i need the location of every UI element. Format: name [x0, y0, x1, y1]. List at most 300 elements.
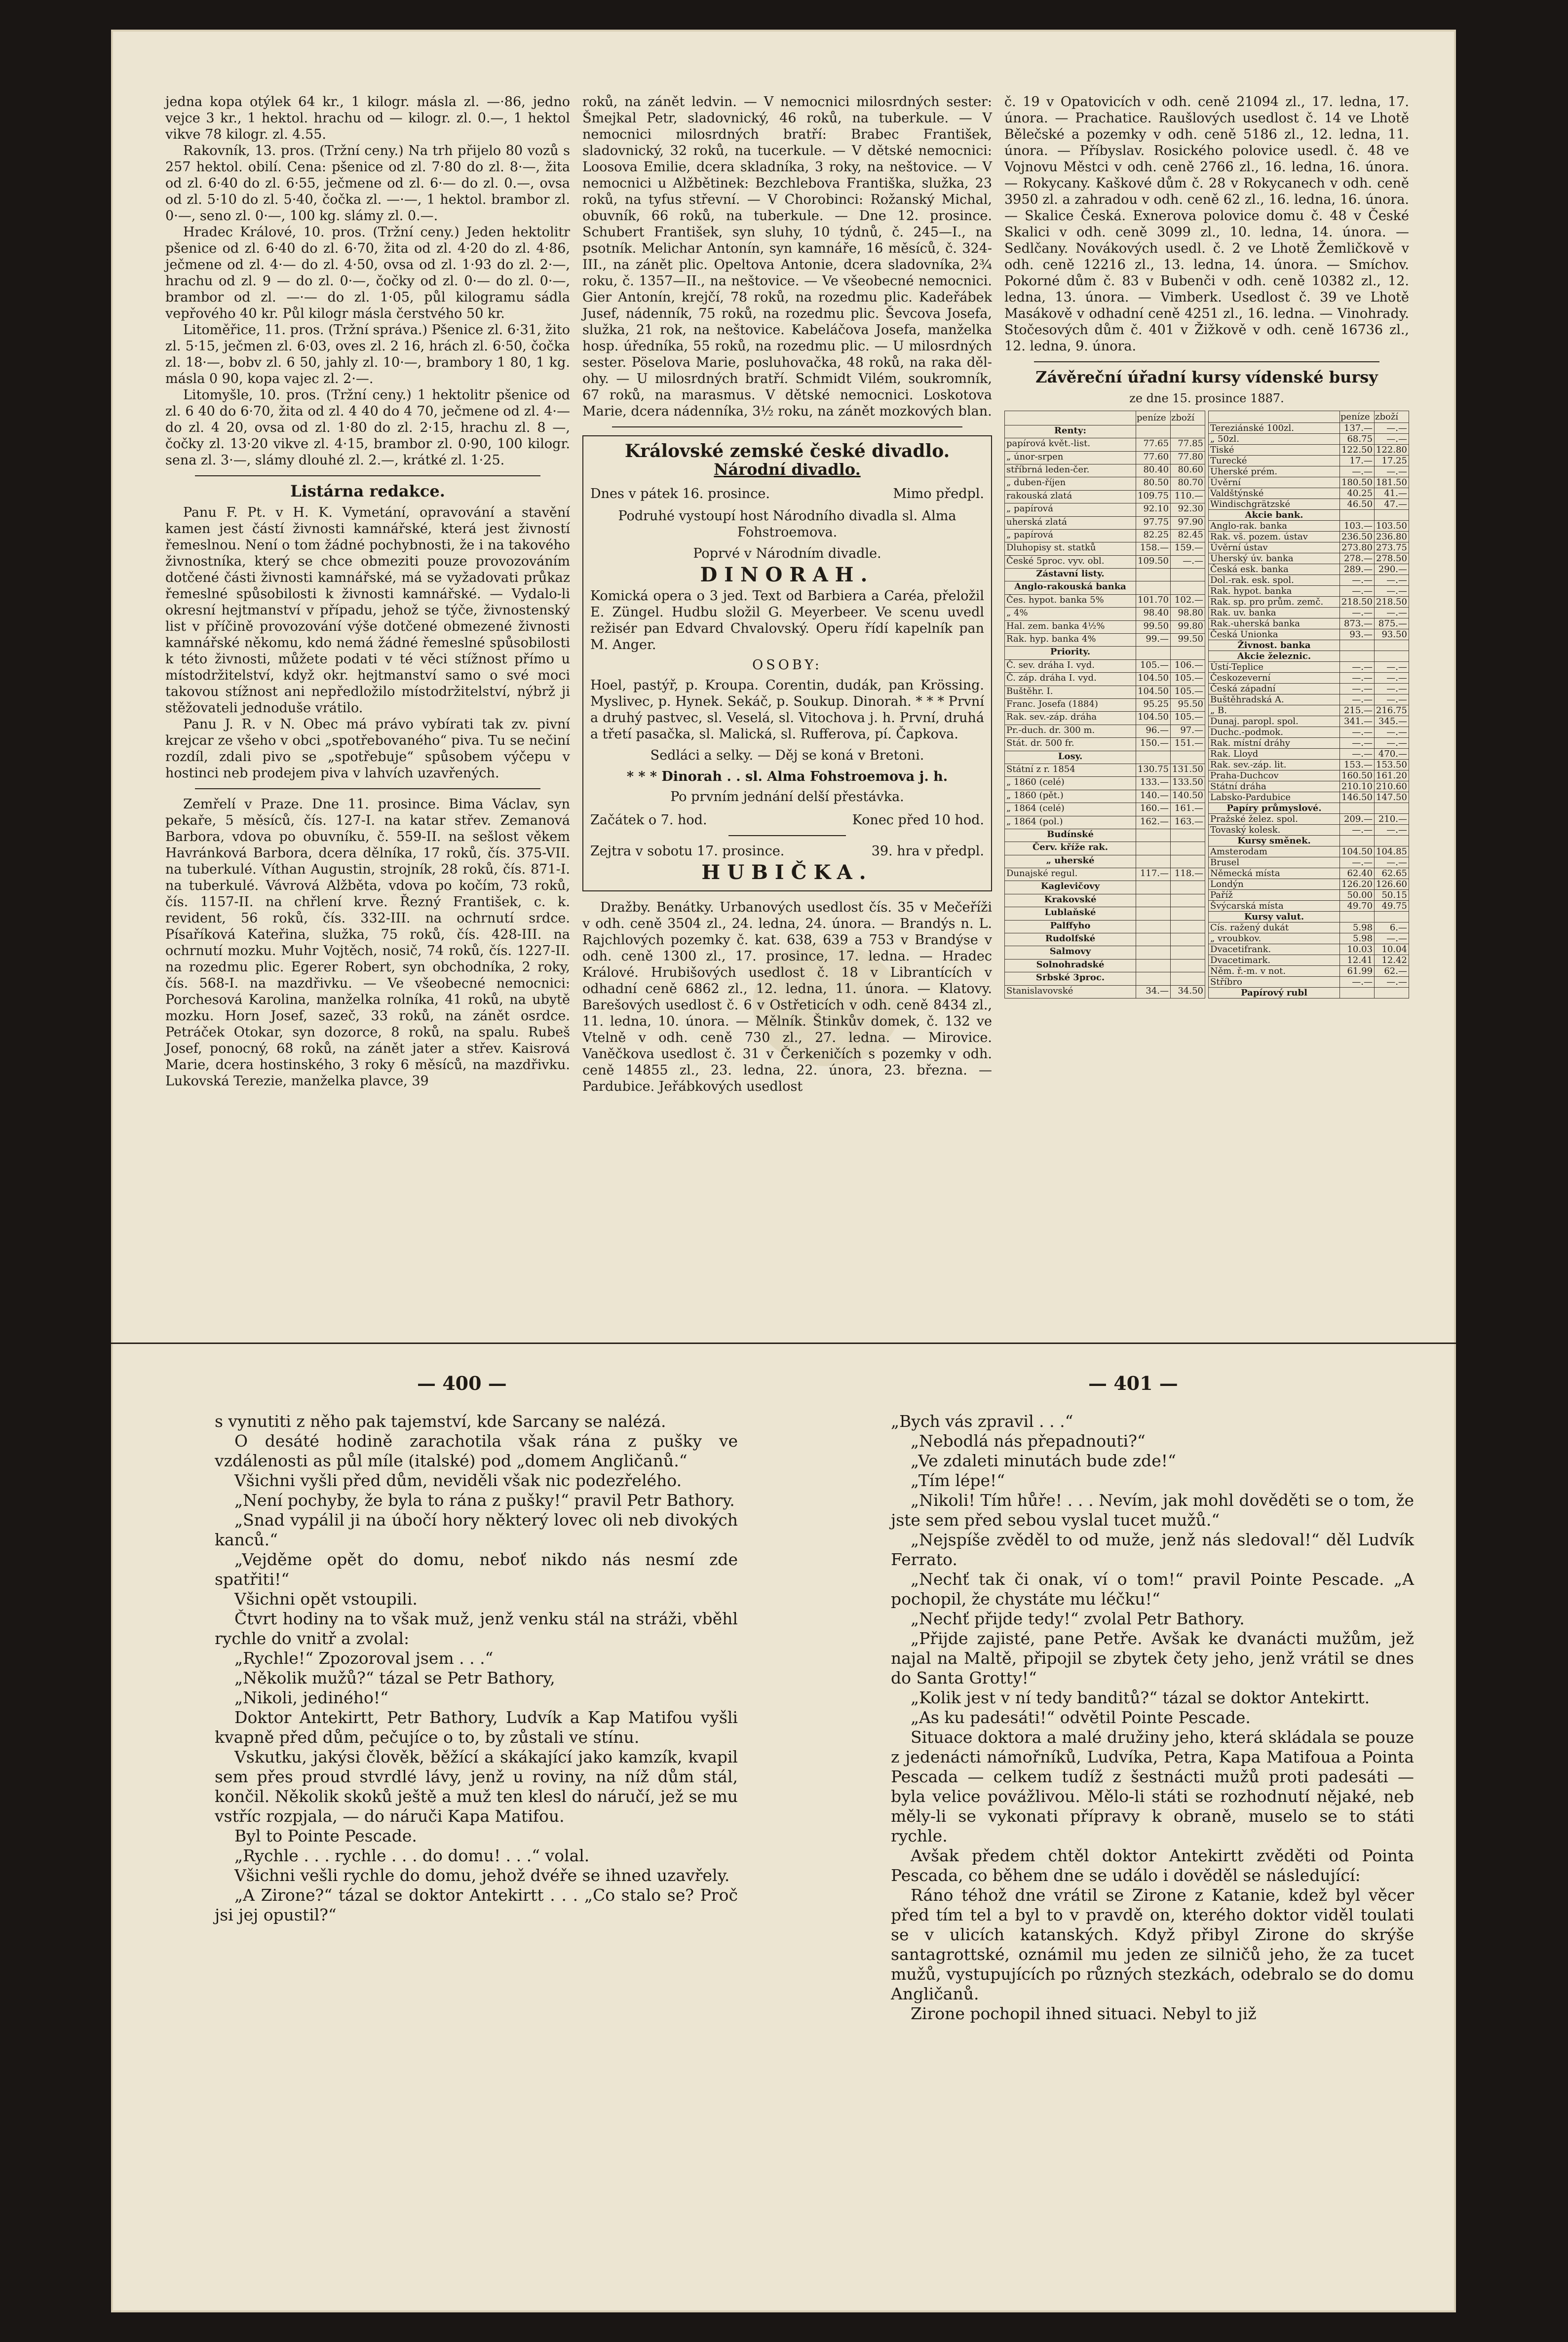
kurs-money: 104.50: [1136, 673, 1171, 686]
kurs-row: [1005, 569, 1205, 581]
divider: [612, 426, 962, 427]
kurs-row: [1209, 477, 1409, 488]
time-row: [590, 812, 984, 828]
kurs-row: [1005, 594, 1205, 607]
novel-paragraph: Ráno téhož dne vrátil se Zirone z Katanie, kdež byl věcer před tím tel a byl to v pravdě on, kterého doktor viděl toulati se v ulicích katanských. Když přibyl Zirone do skrýše santagrottské, oznámil mu jeden ze silničů jeho, že za tucet mužů, vystupujících po různých stezkách, odebralo se do domu Angličanů.: [891, 1885, 1414, 2003]
kurs-row: [1209, 564, 1409, 575]
kurs-goods: 181.50: [1375, 477, 1409, 488]
kurs-name: České 5proc. vyv. obl.: [1005, 555, 1136, 568]
kurs-name: Priority.: [1005, 647, 1136, 659]
kurs-name: Losy.: [1005, 751, 1136, 764]
kurs-row: [1005, 712, 1205, 725]
kurs-money: 103.—: [1340, 521, 1375, 532]
kurs-money: —.—: [1340, 857, 1375, 868]
kurs-goods: —.—: [1375, 608, 1409, 618]
kurs-row: [1005, 855, 1205, 868]
deaths-notice: Zemřelí v Praze. Dne 11. prosince. Bima Václav, syn pekaře, 5 měsíců, čís. 127-I. na katar střev. Zemanová Barbora, vdova po obuvníku, č. 559-II. na sešlost věkem Havránková Barbora, dcera dělníka, 17 roků, čís. 375-VII. na tuberkulé. Víthan Augustin, strojník, 28 roků, čís. 871-I. na tuberkulé. Vávrová Alžběta, vdova po kočím, 73 roků, čís. 1157-II. na chřlení krve. Řezný František, c. k. revident, 56 roků, čís. 332-III. na ochrnutí srdce. Písaříková Kateřina, služka, 75 roků, čís. 428-III. na ochrnutí mozku. Muhr Vojtěch, nosič, 74 roků, čís. 1227-II. na rozedmu plic. Egerer Robert, syn obchodníka, 2 roky, čís. 568-I. na mazdřivku. — Ve všeobecné nemocnici: Porchesová Karolina, manželka rolníka, 41 roků, na ubytě mozku. Horn Josef, sazeč, 33 roků, na zánět osrdce. Petráček Otokar, syn dozorce, 8 roků, na spalu. Rubeš Josef, ponocný, 68 roků, na zánět jater a střev. Kaisrová Marie, dcera hostinského, 3 roky 6 měsíců, na mazdřivku. Lukovská Terezie, manželka plavce, 39: [165, 797, 570, 1089]
theatre-announcement: [582, 435, 992, 891]
kurs-money: 273.80: [1340, 542, 1375, 553]
kurs-row: [1209, 792, 1409, 803]
kurs-goods: 105.—: [1171, 712, 1205, 725]
kurs-money: 105.—: [1136, 659, 1171, 672]
kurs-goods: 236.80: [1375, 532, 1409, 542]
kurs-goods: 6.—: [1375, 922, 1409, 933]
market-report: Litomyšle, 10. pros. (Tržní ceny.) 1 hektolitr pšenice od zl. 6 40 do 6·70, žita od zl. 4 40 do 4 70, ječmene od zl. 4·— do zl. 4 20, ovsa od zl. 1·80 do zl. 2·15, hrachu zl. 8 —, čočky zl. 13·20 vikve zl. 4·15, brambor zl. 0·90, 100 kilogr. sena zl. 3·—, slámy dlouhé zl. 2.—, krátké zl. 1·25.: [165, 387, 570, 468]
kurs-name: Česká západní: [1209, 684, 1340, 694]
kurs-money: [1340, 651, 1375, 662]
kurs-money: —.—: [1340, 749, 1375, 760]
kurs-goods: —.—: [1375, 738, 1409, 749]
kurs-goods: 147.50: [1375, 792, 1409, 803]
kurs-name: „ 4%: [1005, 608, 1136, 620]
kurs-row: [1209, 727, 1409, 738]
kurs-money: —.—: [1340, 466, 1375, 477]
kurs-money: 146.50: [1340, 792, 1375, 803]
kurs-row: [1209, 933, 1409, 944]
page-number-left: — 400 —: [417, 1372, 507, 1394]
dinorah-role: * * * Dinorah . . sl. Alma Fohstroemova j. h.: [626, 769, 948, 784]
kurs-goods: 105.—: [1171, 686, 1205, 698]
kurs-name: Paříž: [1209, 890, 1340, 901]
kurs-money: —.—: [1340, 608, 1375, 618]
kurs-row: [1209, 890, 1409, 901]
kurs-goods: [1171, 881, 1205, 894]
kurs-goods: —.—: [1375, 575, 1409, 586]
kurs-goods: 290.—: [1375, 564, 1409, 575]
kurs-row: [1005, 868, 1205, 881]
kurs-goods: 110.—: [1171, 490, 1205, 503]
kurs-title: Závěreční úřadní kursy vídenské bursy: [1035, 368, 1378, 386]
kurs-money: [1340, 510, 1375, 521]
newspaper-page: [111, 30, 1456, 2312]
kurs-row: [1005, 490, 1205, 503]
kurs-name: Dvacetimark.: [1209, 955, 1340, 966]
tomorrow-row: [590, 843, 984, 859]
kurs-goods: 99.50: [1171, 634, 1205, 647]
kurs-table-right: [1208, 411, 1409, 998]
novel-paragraph: „Přijde zajisté, pane Petře. Avšak ke dvanácti mužům, jež najal na Maltě, připojil se zbytek čety jeho, jenž vrátil se dnes do Santa Grotty!“: [891, 1629, 1414, 1688]
chorus-note: Sedláci a selky. — Děj se koná v Bretoni.: [650, 748, 924, 763]
kurs-money: [1136, 972, 1171, 985]
kurs-name: Dvacetifrank.: [1209, 944, 1340, 955]
kurs-money: 97.75: [1136, 516, 1171, 529]
kurs-goods: [1171, 855, 1205, 868]
novel-paragraph: „A Zirone?“ tázal se doktor Antekirtt . . . „Co stalo se? Proč jsi jej opustil?“: [215, 1885, 738, 1924]
kurs-goods: 104.85: [1375, 846, 1409, 857]
novel-paragraph: „Několik mužů?“ tázal se Petr Bathory,: [234, 1668, 555, 1688]
kurs-money: [1340, 912, 1375, 922]
kurs-name: „ únor-srpen: [1005, 451, 1136, 464]
kurs-goods: —.—: [1375, 673, 1409, 684]
kurs-goods: 77.85: [1171, 438, 1205, 451]
kurs-goods: 273.75: [1375, 542, 1409, 553]
kurs-row: [1209, 608, 1409, 618]
kurs-goods: [1375, 988, 1409, 998]
kurs-row: [1005, 634, 1205, 647]
novel-paragraph: „Nejspíše zvěděl to od muže, jenž nás sledoval!“ děl Ludvík Ferrato.: [891, 1530, 1414, 1569]
kurs-goods: [1171, 959, 1205, 972]
kurs-goods: 10.04: [1375, 944, 1409, 955]
kurs-name: Č. sev. dráha I. vyd.: [1005, 659, 1136, 672]
kurs-name: Valdštýnské: [1209, 488, 1340, 499]
kurs-goods: 151.—: [1171, 738, 1205, 751]
kurs-name: „ 50zl.: [1209, 434, 1340, 445]
kurs-goods: —.—: [1375, 466, 1409, 477]
kurs-money: 160.—: [1136, 803, 1171, 816]
kurs-goods: 34.50: [1171, 985, 1205, 998]
kurs-money: 153.—: [1340, 760, 1375, 770]
divider: [728, 835, 846, 836]
kurs-tables: [1004, 411, 1409, 998]
kurs-money: 122.50: [1340, 445, 1375, 456]
kurs-row: [1209, 575, 1409, 586]
kurs-name: Renty:: [1005, 425, 1136, 438]
kurs-money: [1136, 842, 1171, 855]
kurs-row: [1005, 816, 1205, 829]
kurs-name: Papírový rubl: [1209, 988, 1340, 998]
kurs-name: Červ. kříže rak.: [1005, 842, 1136, 855]
kurs-row: [1005, 725, 1205, 737]
kurs-goods: 875.—: [1375, 618, 1409, 629]
novel-paragraph: Vskutku, jakýsi člověk, běžící a skákající jako kamzík, kvapil sem přes proud stvrdlé lávy, jenž u roviny, na níž dům stál, končil. Několik skoků ještě a muž ten klesl do náručí, jež se mu vstříc rozpjala, — do náruči Kapa Matifou.: [215, 1747, 738, 1826]
kurs-goods: [1171, 581, 1205, 594]
kurs-goods: 278.50: [1375, 553, 1409, 564]
kurs-name: Salmovy: [1005, 946, 1136, 959]
novel-paragraph: „Rychle!“ Zpozoroval jsem . . .“: [234, 1649, 494, 1668]
kurs-goods: —.—: [1375, 434, 1409, 445]
kurs-money: 96.—: [1136, 725, 1171, 737]
page-separator: [111, 1343, 1456, 1344]
kurs-name: Papíry průmyslové.: [1209, 803, 1340, 814]
novel-paragraph: „As ku padesáti!“ odvětil Pointe Pescade.: [911, 1708, 1251, 1727]
kurs-goods: —.—: [1375, 694, 1409, 705]
kurs-row: [1209, 814, 1409, 825]
kurs-row: [1209, 955, 1409, 966]
kurs-goods: 98.80: [1171, 608, 1205, 620]
kurs-row: [1005, 451, 1205, 464]
kurs-name: Krakovské: [1005, 894, 1136, 907]
kurs-money: [1136, 907, 1171, 920]
novel-paragraph: „Tím lépe!“: [911, 1471, 1005, 1490]
kurs-goods: [1375, 651, 1409, 662]
kurs-money: 46.50: [1340, 499, 1375, 510]
kurs-goods: 105.—: [1171, 673, 1205, 686]
kurs-name: Pr.-duch. dr. 300 m.: [1005, 725, 1136, 737]
kurs-row: [1005, 881, 1205, 894]
kurs-row: [1209, 521, 1409, 532]
novel-paragraph: „Nechť tak či onak, ví o tom!“ pravil Pointe Pescade. „A pochopil, že chystáte mu léčku!“: [891, 1570, 1414, 1609]
col-header: peníze: [1136, 411, 1171, 425]
kurs-goods: 50.15: [1375, 890, 1409, 901]
kurs-row: [1005, 777, 1205, 790]
kurs-goods: 218.50: [1375, 597, 1409, 608]
kurs-name: Tovaský kolesk.: [1209, 825, 1340, 836]
kurs-money: 209.—: [1340, 814, 1375, 825]
kurs-goods: 17.25: [1375, 456, 1409, 466]
kurs-money: —.—: [1340, 586, 1375, 597]
kurs-name: Akcie bank.: [1209, 510, 1340, 521]
kurs-money: 104.50: [1136, 712, 1171, 725]
novel-paragraph: „Nikoli, jediného!“: [234, 1688, 388, 1707]
kurs-row: [1005, 542, 1205, 555]
kurs-name: „ 1864 (pol.): [1005, 816, 1136, 829]
kurs-money: [1136, 855, 1171, 868]
kurs-money: 99.—: [1136, 634, 1171, 647]
kurs-money: [1136, 425, 1171, 438]
kurs-name: Hal. zem. banka 4½%: [1005, 620, 1136, 633]
kurs-name: Rak. uv. banka: [1209, 608, 1340, 618]
kurs-name: Státní dráha: [1209, 781, 1340, 792]
kurs-row: [1209, 781, 1409, 792]
kurs-name: rakouská zlatá: [1005, 490, 1136, 503]
kurs-row: [1005, 673, 1205, 686]
kurs-money: 133.—: [1136, 777, 1171, 790]
kurs-money: 61.99: [1340, 966, 1375, 977]
novel-left-column: [215, 1412, 738, 1925]
kurs-name: papírová květ.-list.: [1005, 438, 1136, 451]
kurs-row: [1005, 907, 1205, 920]
kurs-row: [1005, 738, 1205, 751]
kurs-name: Ústí-Teplice: [1209, 662, 1340, 673]
kurs-name: Zástavní listy.: [1005, 569, 1136, 581]
novel-paragraph: „Ve zdaleti minutách bude zde!“: [911, 1451, 1176, 1470]
kurs-name: „ 1860 (pět.): [1005, 790, 1136, 803]
kurs-name: Rak. Lloyd: [1209, 749, 1340, 760]
kurs-row: [1209, 684, 1409, 694]
kurs-name: Rak. hyp. banka 4%: [1005, 634, 1136, 647]
kurs-name: Něm. ř.-m. v not.: [1209, 966, 1340, 977]
kurs-row: [1209, 510, 1409, 521]
kurs-name: Brusel: [1209, 857, 1340, 868]
kurs-name: Stříbro: [1209, 977, 1340, 988]
market-report: Litoměřice, 11. pros. (Tržní správa.) Pšenice zl. 6·31, žito zl. 5·15, ječmen zl. 6·03, oves zl. 2 16, hrách zl. 6·50, čočka zl. 18·—, bobv zl. 6 50, jahly zl. 10·—, brambory 1 80, 1 kg. másla 0 90, kopa vajec zl. 2·—.: [165, 322, 570, 386]
kurs-name: uherská zlatá: [1005, 516, 1136, 529]
kurs-row: [1209, 466, 1409, 477]
listarna-item: Panu F. Pt. v H. K. Vymetání, opravování a stavění kamen jest částí živnosti kamnářské, která jest živností řemeslnou. Není o tom žádné pochybnosti, že i na takového živnostníka, který se chce obmeziti pouze provozováním dotčené části živnosti kamnářské, má se vyžadovati průkaz řemeslné spůsobilosti k živnosti kamnářské. — Vydalo-li okresní hejtmanství v případu, jehož se týče, živnostenský list v příčině provozování výše dotčené obmezené živnosti kamnářské někomu, kdo nemá žádné řemeslné spůsobilosti k této živnosti, můžete podati v té věci stížnost přímo u místodržitelství, když okr. hejtmanství samo o své moci takovou stížnost ani nepředložilo místodržitelství, nýbrž ji stěžovateli jednoduše vrátilo.: [165, 505, 570, 716]
kurs-name: Labsko-Pardubice: [1209, 792, 1340, 803]
auctions-continued: č. 19 v Opatovicích v odh. ceně 21094 zl., 17. ledna, 17. února. — Prachatice. Raušlových usedlost č. 14 ve Lhotě Bělečské a pozemky v odh. ceně 5186 zl., 12. ledna, 11. února. — Příbyslav. Rosického polovice usedl. č. 48 ve Vojnovu Městci v odh. ceně 2766 zl., 16. ledna, 16. února. — Rokycany. Kaškové dům č. 28 v Rokycanech v odh. ceně 3950 zl. a zahradou v odh. ceně 62 zl., 16. ledna, 16. února. — Skalice Česká. Exnerova polovice domu č. 48 v České Skalici v odh. ceně 3099 zl., 10. ledna, 14. února. — Sedlčany. Novákových usedl. č. 2 ve Lhotě Žemličkově v odh. ceně 12216 zl., 13. ledna, 14. února. — Smíchov. Pokorné dům č. 83 v Bubenči v odh. ceně 10382 zl., 12. ledna, 13. února. — Vimberk. Usedlost č. 39 ve Lhotě Masákově v odhadní ceně 4251 zl., 16. ledna. — Vinohrady. Stočesových dům č. 401 v Žižkově v odh. ceně 16736 zl., 12. ledna, 9. února.: [1004, 94, 1409, 354]
kurs-money: [1136, 894, 1171, 907]
kurs-name: Buštěhradská A.: [1209, 694, 1340, 705]
pause-note: Po prvním jednání delší přestávka.: [670, 789, 904, 805]
kurs-name: Duchc.-podmok.: [1209, 727, 1340, 738]
kurs-money: 158.—: [1136, 542, 1171, 555]
end-time: Konec před 10 hod.: [852, 812, 984, 828]
kurs-money: —.—: [1340, 727, 1375, 738]
kurs-date: ze dne 15. prosince 1887.: [1129, 391, 1284, 405]
kurs-name: Stanislavovské: [1005, 985, 1136, 998]
novel-right-column: [891, 1412, 1414, 2024]
novel-paragraph: Byl to Pointe Pescade.: [234, 1826, 417, 1845]
kurs-row: [1209, 423, 1409, 434]
theatre-title: Královské zemské české divadlo.: [624, 441, 950, 461]
kurs-goods: [1171, 425, 1205, 438]
kurs-money: [1136, 959, 1171, 972]
kurs-goods: 126.60: [1375, 879, 1409, 890]
kurs-name: Dol.-rak. esk. spol.: [1209, 575, 1340, 586]
kurs-money: 210.10: [1340, 781, 1375, 792]
kurs-goods: —.—: [1171, 555, 1205, 568]
kurs-name: „ 1860 (celé): [1005, 777, 1136, 790]
kurs-row: [1209, 716, 1409, 727]
kurs-goods: 140.50: [1171, 790, 1205, 803]
novel-paragraph: Všichni vyšli před dům, neviděli však nic podezřelého.: [234, 1471, 682, 1490]
kurs-goods: 470.—: [1375, 749, 1409, 760]
kurs-name: Windischgrätzské: [1209, 499, 1340, 510]
kurs-goods: [1375, 640, 1409, 651]
kurs-row: [1005, 529, 1205, 542]
kurs-goods: [1375, 510, 1409, 521]
kurs-row: [1005, 972, 1205, 985]
kurs-row: [1209, 434, 1409, 445]
kurs-row: [1209, 488, 1409, 499]
novel-paragraph: „Není pochyby, že byla to rána z pušky!“ pravil Petr Bathory.: [234, 1491, 735, 1510]
kurs-row: [1209, 836, 1409, 846]
novel-paragraph: „Nechť přijde tedy!“ zvolal Petr Bathory.: [911, 1609, 1245, 1628]
kurs-money: 49.70: [1340, 901, 1375, 912]
divider: [195, 475, 540, 476]
kurs-money: 341.—: [1340, 716, 1375, 727]
kurs-name: Dluhopisy st. statků: [1005, 542, 1136, 555]
kurs-name: Turecké: [1209, 456, 1340, 466]
kurs-money: 93.—: [1340, 629, 1375, 640]
kurs-money: 68.75: [1340, 434, 1375, 445]
kurs-row: [1209, 694, 1409, 705]
kurs-row: [1209, 868, 1409, 879]
kurs-money: 50.00: [1340, 890, 1375, 901]
kurs-row: [1005, 985, 1205, 998]
kurs-money: —.—: [1340, 662, 1375, 673]
kurs-row: [1005, 764, 1205, 776]
kurs-money: 130.75: [1136, 764, 1171, 776]
novel-paragraph: Všichni vešli rychle do domu, jehož dvéře se ihned uzavřely.: [234, 1866, 730, 1885]
kurs-goods: 131.50: [1171, 764, 1205, 776]
kurs-row: [1005, 516, 1205, 529]
kurs-name: Rudolfské: [1005, 933, 1136, 946]
kurs-money: —.—: [1340, 694, 1375, 705]
kurs-name: Úvěrní: [1209, 477, 1340, 488]
kurs-money: 104.50: [1340, 846, 1375, 857]
kurs-row: [1005, 464, 1205, 477]
kurs-row: [1005, 842, 1205, 855]
novel-paragraph: „Bych vás zpravil . . .“: [891, 1412, 1073, 1431]
kurs-name: Cís. ražený dukát: [1209, 922, 1340, 933]
kurs-row: [1209, 532, 1409, 542]
auctions: Dražby. Benátky. Urbanových usedlost čís. 35 v Mečeříži v odh. ceně 3504 zl., 24. ledna, 24. února. — Brandýs n. L. Rajchlových pozemky č. kat. 638, 639 a 753 v Brandýse v odh. ceně 1300 zl., 17. prosince, 17. ledna. — Hradec Králové. Hrubišových usedlost č. 18 v Librantících v odhadní ceně 6862 zl., 12. ledna, 11. února. — Klatovy. Barešových usedlost č. 6 v Ostřeticích v odh. ceně 8434 zl., 11. ledna, 10. února. — Mělník. Štinkův domek, č. 132 ve Vtelně v odh. ceně 730 zl., 27. ledna. — Mirovice. Vaněčkova usedlost č. 31 v Čerkeničích s pozemky v odh. ceně 14855 zl., 23. ledna, 22. února, 23. března. — Pardubice. Jeřábkových usedlost: [582, 900, 992, 1094]
deaths-continued: roků, na zánět ledvin. — V nemocnici milosrdných sester: Šmejkal Petr, sladovnický, 46 roků, na tuberkule. — V nemocnici milosrdných bratří: Brabec František, sladovnický, 32 roků, na tucerkule. — V dětské nemocnici: Loosova Emilie, dcera skladníka, 3 roky, na neštovice. — V nemocnici u Alžbětinek: Bezchlebova Františka, služka, 23 roků, na tyfus střevní. — V Chorobinci: Rožanský Michal, obuvník, 66 roků, na tuberkule. — Dne 12. prosince. Schubert František, syn sluhy, 10 týdnů, č. 245—I., na psotník. Melichar Antonín, syn kamnáře, 16 měsíců, č. 324-III., na zánět plic. Opeltova Antonie, dcera sladovníka, 2¾ roku, č. 1357—II., na neštovice. — Ve všeobecné nemocnici. Gier Antonín, krejčí, 78 roků, na rozedmu plic. Kadeřábek Jusef, nádenník, 75 roků, na rozedmu plic. Ševcova Josefa, služka, 21 rok, na neštovice. Kabeláčova Josefa, manželka hosp. úředníka, 55 roků, na rozedmu plic. — U milosrdných sester. Pöselova Marie, posluhovačka, 48 roků, na raka dělohy. — U milosrdných bratří. Schmidt Vilém, soukromník, 67 roků, na marasmus. V dětské nemocnici. Loskotova Marie, dcera nádenníka, 3½ roku, na zánět mozkových blan.: [582, 94, 992, 419]
kurs-money: 80.50: [1136, 477, 1171, 490]
kurs-goods: 77.80: [1171, 451, 1205, 464]
kurs-name: Státní z r. 1854: [1005, 764, 1136, 776]
kurs-money: 180.50: [1340, 477, 1375, 488]
kurs-goods: 153.50: [1375, 760, 1409, 770]
kurs-row: [1005, 477, 1205, 490]
kurs-row: [1209, 857, 1409, 868]
kurs-goods: 95.50: [1171, 698, 1205, 711]
kurs-goods: 216.75: [1375, 705, 1409, 716]
kurs-name: Budínské: [1005, 829, 1136, 842]
kurs-row: [1209, 803, 1409, 814]
kurs-money: 137.—: [1340, 423, 1375, 434]
novel-paragraph: Avšak předem chtěl doktor Antekirtt zvěděti od Pointa Pescada, co během dne se událo i dověděl se následující:: [891, 1846, 1414, 1885]
kurs-goods: 159.—: [1171, 542, 1205, 555]
kurs-money: 150.—: [1136, 738, 1171, 751]
kurs-name: Kaglevičovy: [1005, 881, 1136, 894]
divider: [1034, 361, 1379, 362]
kurs-goods: —.—: [1375, 586, 1409, 597]
tomorrow-title: HUBIČKA.: [701, 861, 873, 884]
kurs-money: —.—: [1340, 684, 1375, 694]
kurs-money: 62.40: [1340, 868, 1375, 879]
kurs-goods: [1171, 647, 1205, 659]
kurs-money: [1136, 647, 1171, 659]
kurs-name: Čes. hypot. banka 5%: [1005, 594, 1136, 607]
kurs-row: [1209, 760, 1409, 770]
kurs-money: —.—: [1340, 825, 1375, 836]
kurs-goods: [1375, 836, 1409, 846]
kurs-name: „ duben-říjen: [1005, 477, 1136, 490]
kurs-money: 82.25: [1136, 529, 1171, 542]
kurs-name: Rak. sp. pro prům. zemč.: [1209, 597, 1340, 608]
kurs-name: Uherský úv. banka: [1209, 553, 1340, 564]
kurs-name: Londýn: [1209, 879, 1340, 890]
kurs-money: [1136, 920, 1171, 933]
kurs-goods: 92.30: [1171, 503, 1205, 516]
kurs-row: [1005, 829, 1205, 842]
kurs-row: [1005, 894, 1205, 907]
kurs-goods: 80.70: [1171, 477, 1205, 490]
kurs-money: 77.60: [1136, 451, 1171, 464]
theatre-date-row: [590, 486, 984, 502]
kurs-row: [1209, 988, 1409, 998]
kurs-goods: 80.60: [1171, 464, 1205, 477]
kurs-name: Anglo-rakouská banka: [1005, 581, 1136, 594]
kurs-goods: [1171, 933, 1205, 946]
kurs-name: „ uherské: [1005, 855, 1136, 868]
kurs-money: 160.50: [1340, 770, 1375, 781]
opera-description: Komická opera o 3 jed. Text od Barbiera a Caréa, přeložil E. Züngel. Hudbu složil G. Meyerbeer. Ve scenu uvedl režisér pan Edvard Chvalovský. Operu řídí kapelník pan M. Anger.: [590, 588, 984, 653]
kurs-name: stříbrná leden-čer.: [1005, 464, 1136, 477]
novel-paragraph: Doktor Antekirtt, Petr Bathory, Ludvík a Kap Matifou vyšli kvapně před dům, pečujíce o to, by zůstali ve stínu.: [215, 1708, 738, 1747]
kurs-row: [1005, 686, 1205, 698]
kurs-row: [1209, 879, 1409, 890]
kurs-name: Rak. místní dráhy: [1209, 738, 1340, 749]
kurs-goods: —.—: [1375, 857, 1409, 868]
kurs-money: 109.50: [1136, 555, 1171, 568]
kurs-goods: 102.—: [1171, 594, 1205, 607]
kurs-name: Č. záp. dráha I. vyd.: [1005, 673, 1136, 686]
kurs-goods: 103.50: [1375, 521, 1409, 532]
theatre-first: Poprvé v Národním divadle.: [693, 546, 881, 561]
kurs-name: Akcie železnic.: [1209, 651, 1340, 662]
listarna-item: Panu J. R. v N. Obec má právo vybírati tak zv. pivní krejcar ze všeho v obci „spotřebovaného“ piva. Tu se nečiní rozdíl, zdali pivo se „spotřebuje“ spůsobem výčepu v hostinci neb prodejem piva v lahvích uzavřených.: [165, 717, 570, 781]
kurs-money: 236.50: [1340, 532, 1375, 542]
kurs-goods: 47.—: [1375, 499, 1409, 510]
kurs-goods: —.—: [1375, 423, 1409, 434]
novel-paragraph: Situace doktora a malé družiny jeho, která skládala se pouze z jedenácti námořníků, Ludvíka, Petra, Kapa Matifoua a Pointa Pescada — celkem tudíž z šestnácti mužů proti padesáti — byla velice povážlivou. Mělo-li státi se rozhodnutí nějaké, neb měly-li se vykonati přípravy k obraně, muselo se to státi rychle.: [891, 1728, 1414, 1845]
kurs-name: Švýcarská místa: [1209, 901, 1340, 912]
kurs-money: [1136, 946, 1171, 959]
novel-paragraph: „Vejděme opět do domu, neboť nikdo nás nesmí zde spatřiti!“: [215, 1550, 738, 1589]
kurs-goods: 163.—: [1171, 816, 1205, 829]
kurs-goods: —.—: [1375, 727, 1409, 738]
kurs-money: 99.50: [1136, 620, 1171, 633]
kurs-row: [1209, 597, 1409, 608]
kurs-money: 95.25: [1136, 698, 1171, 711]
kurs-name: Srbské 3proc.: [1005, 972, 1136, 985]
kurs-name: Českozeverní: [1209, 673, 1340, 684]
kurs-name: Anglo-rak. banka: [1209, 521, 1340, 532]
